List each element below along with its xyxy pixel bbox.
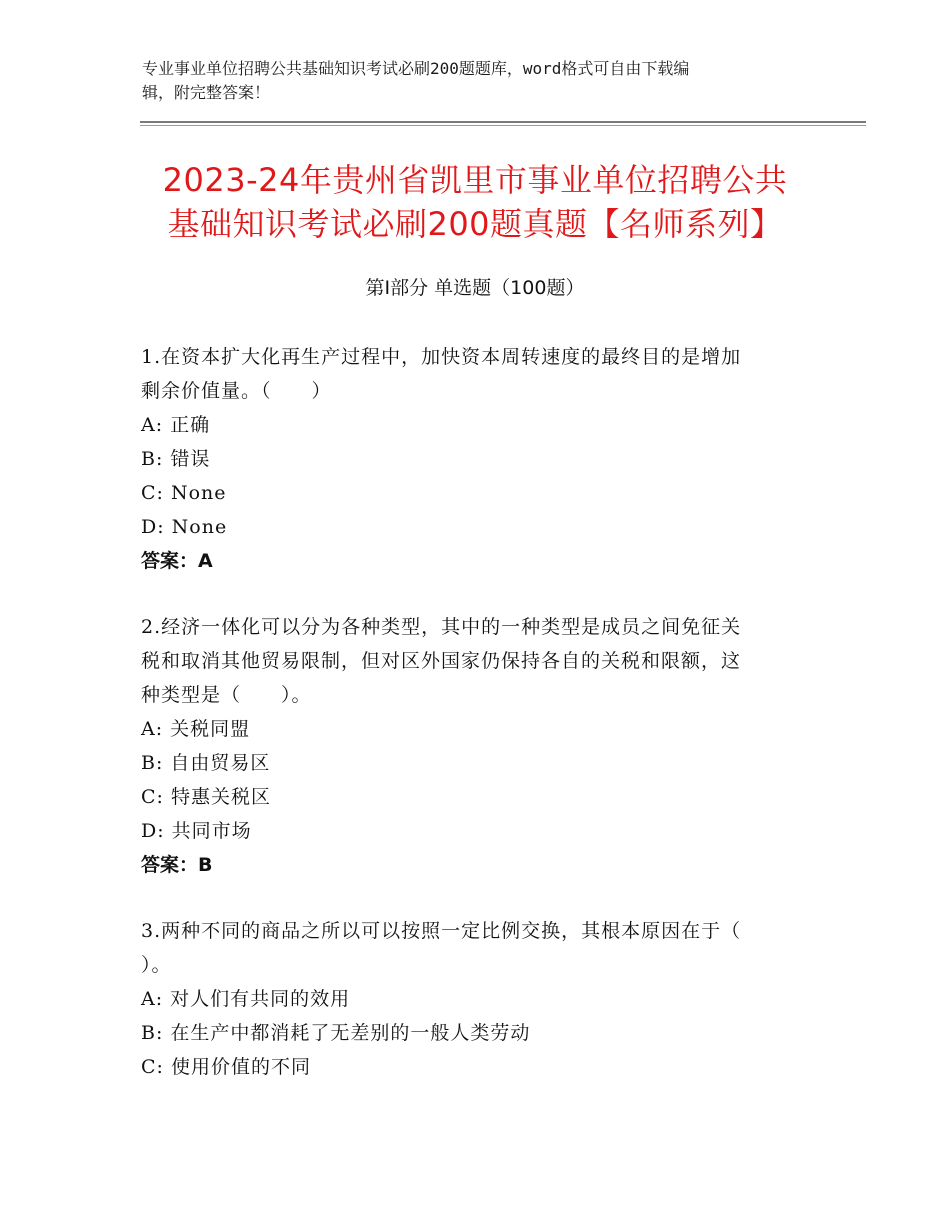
question-2-option-d: D: 共同市场 [141,820,252,842]
question-1-option-b: B: 错误 [141,448,211,470]
header-note-line-2: 辑，附完整答案！ [142,83,271,102]
question-1-option-d: D: None [141,516,228,538]
question-2 [141,610,801,882]
question-2-stem-line-1: 2.经济一体化可以分为各种类型，其中的一种类型是成员之间免征关 [141,616,742,638]
section-heading: 第Ⅰ部分 单选题（100题） [365,277,585,299]
question-3-option-b: B: 在生产中都消耗了无差别的一般人类劳动 [141,1022,531,1044]
question-2-stem-line-2: 税和取消其他贸易限制，但对区外国家仍保持各自的关税和限额，这 [141,650,742,672]
question-1-answer: 答案：A [141,550,213,572]
question-list [141,340,801,1116]
question-3-stem-line-2: ）。 [141,954,172,976]
header-note-line-1: 专业事业单位招聘公共基础知识考试必刷200题题库，word格式可自由下载编 [142,59,690,78]
question-3-stem-line-1: 3.两种不同的商品之所以可以按照一定比例交换，其根本原因在于（ [141,920,742,942]
question-1-option-a: A: 正确 [141,414,211,436]
header-divider-thin [140,125,866,126]
header-note [142,57,802,105]
question-3 [141,914,801,1084]
question-3-option-a: A: 对人们有共同的效用 [141,988,351,1010]
question-1-stem-line-1: 1.在资本扩大化再生产过程中，加快资本周转速度的最终目的是增加 [141,346,742,368]
question-2-stem-line-3: 种类型是（ ）。 [141,684,312,706]
question-2-option-c: C: 特惠关税区 [141,786,271,808]
question-2-option-b: B: 自由贸易区 [141,752,271,774]
question-1-option-c: C: None [141,482,227,504]
question-1-stem-line-2: 剩余价值量。（ ） [141,380,332,402]
question-2-option-a: A: 关税同盟 [141,718,251,740]
question-2-answer: 答案：B [141,854,213,876]
document-title [110,158,840,246]
document-title-line-1: 2023-24年贵州省凯里市事业单位招聘公共 [162,161,788,199]
question-1 [141,340,801,578]
document-title-line-2: 基础知识考试必刷200题真题【名师系列】 [167,205,783,243]
question-3-option-c: C: 使用价值的不同 [141,1056,311,1078]
header-divider-thick [140,121,866,123]
